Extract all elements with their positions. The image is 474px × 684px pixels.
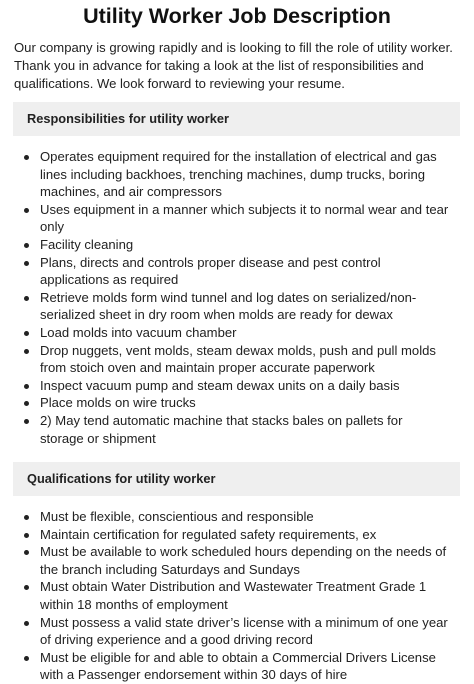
responsibilities-header: Responsibilities for utility worker (13, 102, 460, 136)
list-item-text: Operates equipment required for the installation of electrical and gas lines including backhoes, trenching machines, dump trucks, boring machines, and air compressors (40, 149, 437, 200)
list-item-text: Uses equipment in a manner which subjects it to normal wear and tear only (40, 201, 449, 235)
bullet-icon (24, 296, 29, 301)
bullet-icon (24, 261, 29, 266)
list-item-text: Maintain certification for regulated safety requirements, ex (40, 526, 377, 542)
bullet-icon (24, 550, 29, 555)
list-item (0, 543, 449, 578)
list-item-text: Must be available to work scheduled hours depending on the needs of the branch including Saturdays and Sundays (40, 544, 447, 577)
responsibilities-list (0, 148, 474, 447)
list-item (0, 614, 449, 649)
list-item (0, 324, 449, 342)
bullet-icon (24, 515, 29, 520)
list-item (0, 289, 449, 324)
list-item-text: Facility cleaning (40, 236, 134, 252)
page-title: Utility Worker Job Description (83, 4, 391, 28)
list-item (0, 508, 449, 526)
list-item (0, 394, 449, 412)
bullet-icon (24, 401, 29, 406)
list-item-text: Load molds into vacuum chamber (40, 324, 237, 340)
list-item-text: Must obtain Water Distribution and Wastewater Treatment Grade 1 within 18 months of employment (40, 579, 427, 613)
bullet-icon (24, 656, 29, 661)
list-item (0, 412, 449, 447)
list-item-text: Must possess a valid state driver’s license with a minimum of one year of driving experience and a good driving record (40, 614, 448, 648)
bullet-icon (24, 419, 29, 424)
bullet-icon (24, 621, 29, 626)
list-item (0, 526, 449, 544)
list-item (0, 254, 449, 289)
list-item (0, 342, 449, 377)
intro-paragraph: Our company is growing rapidly and is looking to fill the role of utility worker. Thank you in advance for taking a look at the list of responsibilities and qualifications. We look forward to reviewing your resume. (14, 40, 453, 91)
list-item (0, 236, 449, 254)
list-item-text: Inspect vacuum pump and steam dewax units on a daily basis (40, 377, 400, 393)
list-item (0, 201, 449, 236)
list-item (0, 148, 449, 201)
list-item (0, 578, 449, 613)
qualifications-list (0, 508, 474, 684)
list-item-text: Place molds on wire trucks (40, 395, 196, 411)
bullet-icon (24, 208, 29, 213)
list-item-text: Retrieve molds form wind tunnel and log dates on serialized/non-serialized sheet in dry room when molds are ready for dewax (40, 289, 417, 323)
bullet-icon (24, 331, 29, 336)
list-item-text: Must be eligible for and able to obtain a Commercial Drivers License with a Passenger endorsement within 30 days of hire (40, 649, 436, 683)
bullet-icon (24, 585, 29, 590)
list-item (0, 377, 449, 395)
bullet-icon (24, 155, 29, 160)
bullet-icon (24, 384, 29, 389)
bullet-icon (24, 243, 29, 248)
list-item-text: 2) May tend automatic machine that stacks bales on pallets for storage or shipment (40, 412, 403, 446)
qualifications-header: Qualifications for utility worker (13, 462, 460, 496)
list-item-text: Drop nuggets, vent molds, steam dewax molds, push and pull molds from stoich oven and maintain proper accurate paperwork (40, 342, 436, 376)
list-item-text: Must be flexible, conscientious and responsible (40, 509, 314, 525)
bullet-icon (24, 533, 29, 538)
bullet-icon (24, 349, 29, 354)
list-item (0, 649, 449, 684)
list-item-text: Plans, directs and controls proper disease and pest control applications as required (40, 254, 381, 288)
